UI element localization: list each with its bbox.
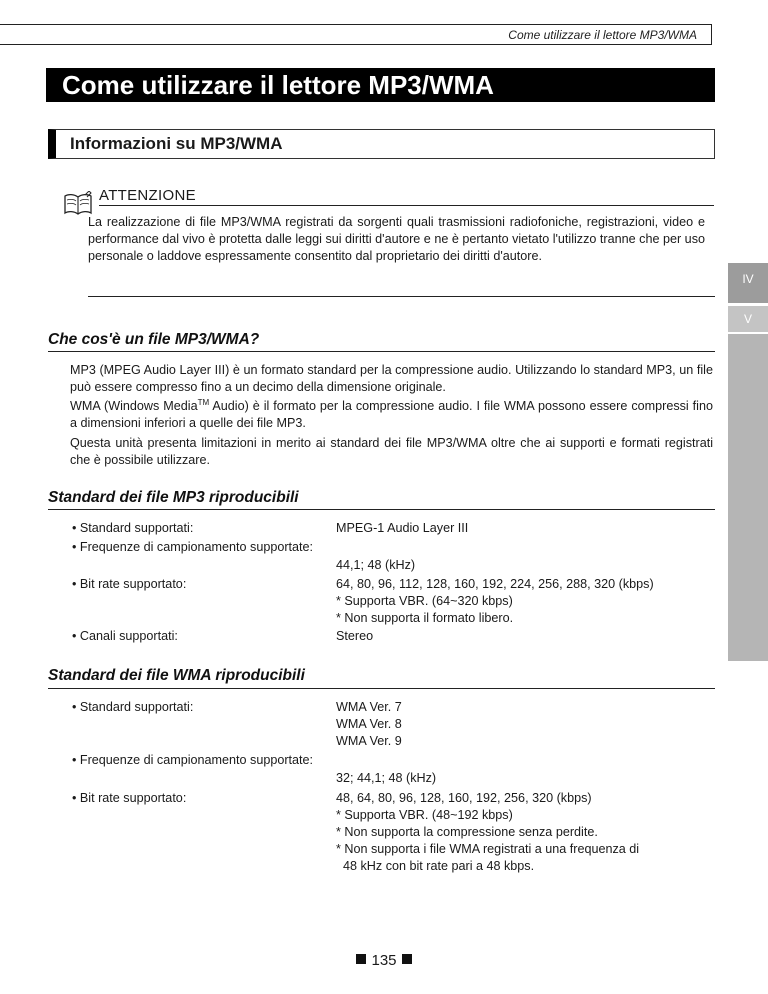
wma-text-after: Audio) è il formato per la compressione audio. I file WMA possono essere compressi fino a dimensioni inferiori a quelle dei file MP3. xyxy=(70,399,713,430)
section-title: Informazioni su MP3/WMA xyxy=(48,129,715,159)
mp3-channels-label: • Canali supportati: xyxy=(72,629,178,643)
mp3-heading: Standard dei file MP3 riproducibili xyxy=(48,489,299,506)
wma-standards-value-2: WMA Ver. 8 xyxy=(336,717,402,731)
mp3-channels-value: Stereo xyxy=(336,629,374,643)
side-tab-iv[interactable]: IV xyxy=(728,263,768,303)
page-title: Come utilizzare il lettore MP3/WMA xyxy=(46,68,715,102)
mp3-frequency-label: • Frequenze di campionamento supportate: xyxy=(72,540,314,554)
what-is-paragraph-2 xyxy=(70,398,713,432)
square-bullet-right-icon xyxy=(402,954,412,964)
wma-bitrate-label: • Bit rate supportato: xyxy=(72,791,187,805)
square-bullet-left-icon xyxy=(356,954,366,964)
wma-standards-label: • Standard supportati: xyxy=(72,700,194,714)
what-is-paragraph-3: Questa unità presenta limitazioni in merito ai standard dei file MP3/WMA oltre che ai supporti e formati registrati che è possibile utilizzare. xyxy=(70,436,713,467)
caution-title: ATTENZIONE xyxy=(99,187,196,204)
page-number xyxy=(0,952,768,969)
side-tab-v[interactable]: V xyxy=(728,306,768,332)
wma-frequency-label: • Frequenze di campionamento supportate: xyxy=(72,753,314,767)
wma-text-before: WMA (Windows Media xyxy=(70,399,198,413)
wma-bitrate-value-3: * Non supporta la compressione senza perdite. xyxy=(336,825,598,839)
wma-frequency-value: 32; 44,1; 48 (kHz) xyxy=(336,771,437,785)
mp3-standards-label: • Standard supportati: xyxy=(72,521,194,535)
mp3-frequency-value: 44,1; 48 (kHz) xyxy=(336,558,416,572)
wma-bitrate-value-2: * Supporta VBR. (48~192 kbps) xyxy=(336,808,513,822)
mp3-bitrate-value-2: * Supporta VBR. (64~320 kbps) xyxy=(336,594,513,608)
caution-text: La realizzazione di file MP3/WMA registrati da sorgenti quali trasmissioni radiofoniche, registrazioni, video e performance dal vivo è protetta dalle leggi sui diritti d'autore e ne è pertanto vietato l'utilizzo tranne che per uso personale o laddove espressamente consentito dal proprietario dei diritti d'autore. xyxy=(88,215,705,263)
trademark-mark: TM xyxy=(197,398,210,407)
wma-bitrate-value-5: 48 kHz con bit rate pari a 48 kbps. xyxy=(336,859,535,873)
mp3-bitrate-value-1: 64, 80, 96, 112, 128, 160, 192, 224, 256, 288, 320 (kbps) xyxy=(336,577,654,591)
wma-underline xyxy=(48,688,715,689)
running-header xyxy=(0,24,712,45)
wma-bitrate-value-4: * Non supporta i file WMA registrati a una frequenza di xyxy=(336,842,640,856)
wma-standards-value-1: WMA Ver. 7 xyxy=(336,700,402,714)
wma-standards-value-3: WMA Ver. 9 xyxy=(336,734,402,748)
caution-divider-bottom xyxy=(88,296,715,297)
what-is-paragraph-1: MP3 (MPEG Audio Layer III) è un formato standard per la compressione audio. Utilizzando lo standard MP3, un file può essere compresso fino a un decimo della dimensione originale. xyxy=(70,363,713,394)
what-is-heading: Che cos'è un file MP3/WMA? xyxy=(48,331,260,348)
mp3-bitrate-value-3: * Non supporta il formato libero. xyxy=(336,611,514,625)
mp3-bitrate-label: • Bit rate supportato: xyxy=(72,577,187,591)
mp3-standards-value: MPEG-1 Audio Layer III xyxy=(336,521,469,535)
wma-heading: Standard dei file WMA riproducibili xyxy=(48,667,305,684)
mp3-underline xyxy=(48,509,715,510)
caution-divider-top xyxy=(99,205,714,206)
wma-bitrate-value-1: 48, 64, 80, 96, 128, 160, 192, 256, 320 (kbps) xyxy=(336,791,592,805)
what-is-underline xyxy=(48,351,715,352)
running-header-text: Come utilizzare il lettore MP3/WMA xyxy=(508,28,697,42)
page-number-text: 135 xyxy=(371,952,397,969)
side-tab-strip xyxy=(728,334,768,661)
